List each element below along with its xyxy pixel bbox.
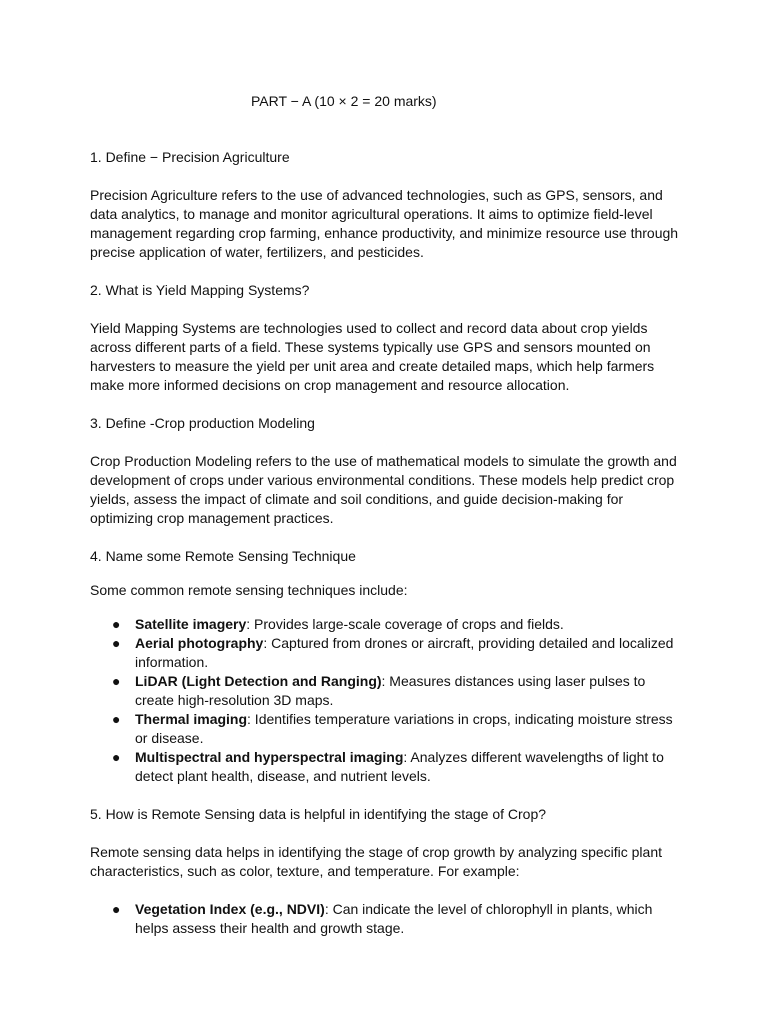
- list-item-term: Satellite imagery: [135, 616, 247, 632]
- question-heading: 5. How is Remote Sensing data is helpful in identifying the stage of Crop?: [90, 806, 547, 822]
- part-title: PART − A (10 × 2 = 20 marks): [251, 93, 437, 109]
- question-heading: 2. What is Yield Mapping Systems?: [90, 282, 310, 298]
- bullet-list: [90, 615, 680, 786]
- bullet-icon: ●: [112, 711, 121, 727]
- list-item-text: : Identifies temperature variations in crops, indicating moisture stress or disease.: [135, 711, 673, 746]
- question-heading: 4. Name some Remote Sensing Technique: [90, 548, 356, 564]
- bullet-icon: ●: [112, 901, 121, 917]
- question-heading: 3. Define -Crop production Modeling: [90, 415, 315, 431]
- bullet-icon: ●: [112, 749, 121, 765]
- list-item-term: LiDAR (Light Detection and Ranging): [135, 673, 382, 689]
- list-item: [90, 748, 680, 786]
- question-heading: 1. Define − Precision Agriculture: [90, 149, 290, 165]
- list-item-text: : Provides large-scale coverage of crops and fields.: [246, 616, 564, 632]
- bullet-list: [90, 900, 680, 938]
- list-item-term: Multispectral and hyperspectral imaging: [135, 749, 404, 765]
- answer-lead: Remote sensing data helps in identifying the stage of crop growth by analyzing specific plant characteristics, such as color, texture, and temperature. For example:: [90, 844, 663, 879]
- list-item-text: : Can indicate the level of chlorophyll in plants, which helps assess their health and growth stage.: [135, 901, 653, 936]
- bullet-icon: ●: [112, 635, 121, 651]
- answer-paragraph: Precision Agriculture refers to the use of advanced technologies, such as GPS, sensors, and data analytics, to manage and monitor agricultural operations. It aims to optimize field-level management regarding crop farming, enhance productivity, and minimize resource use through precise application of water, fertilizers, and pesticides.: [90, 187, 679, 260]
- bullet-icon: ●: [112, 616, 121, 632]
- answer-paragraph: Crop Production Modeling refers to the use of mathematical models to simulate the growth and development of crops under various environmental conditions. These models help predict crop yields, assess the impact of climate and soil conditions, and guide decision-making for optimizing crop management practices.: [90, 453, 677, 526]
- list-item-text: : Captured from drones or aircraft, providing detailed and localized information.: [135, 635, 674, 670]
- document-body: [90, 148, 680, 938]
- list-item-term: Thermal imaging: [135, 711, 248, 727]
- list-item: [90, 672, 680, 710]
- list-item-term: Aerial photography: [135, 635, 264, 651]
- list-item: [90, 615, 680, 634]
- list-item: [90, 900, 680, 938]
- list-item: [90, 710, 680, 748]
- list-item-text: : Measures distances using laser pulses to create high-resolution 3D maps.: [135, 673, 646, 708]
- bullet-icon: ●: [112, 673, 121, 689]
- list-item-term: Vegetation Index (e.g., NDVI): [135, 901, 325, 917]
- answer-paragraph: Yield Mapping Systems are technologies used to collect and record data about crop yields across different parts of a field. These systems typically use GPS and sensors mounted on harvesters to measure the yield per unit area and create detailed maps, which help farmers make more informed decisions on crop management and resource allocation.: [90, 320, 655, 393]
- list-item-text: : Analyzes different wavelengths of light to detect plant health, disease, and nutrient levels.: [135, 749, 664, 784]
- list-item: [90, 634, 680, 672]
- answer-lead: Some common remote sensing techniques include:: [90, 582, 408, 598]
